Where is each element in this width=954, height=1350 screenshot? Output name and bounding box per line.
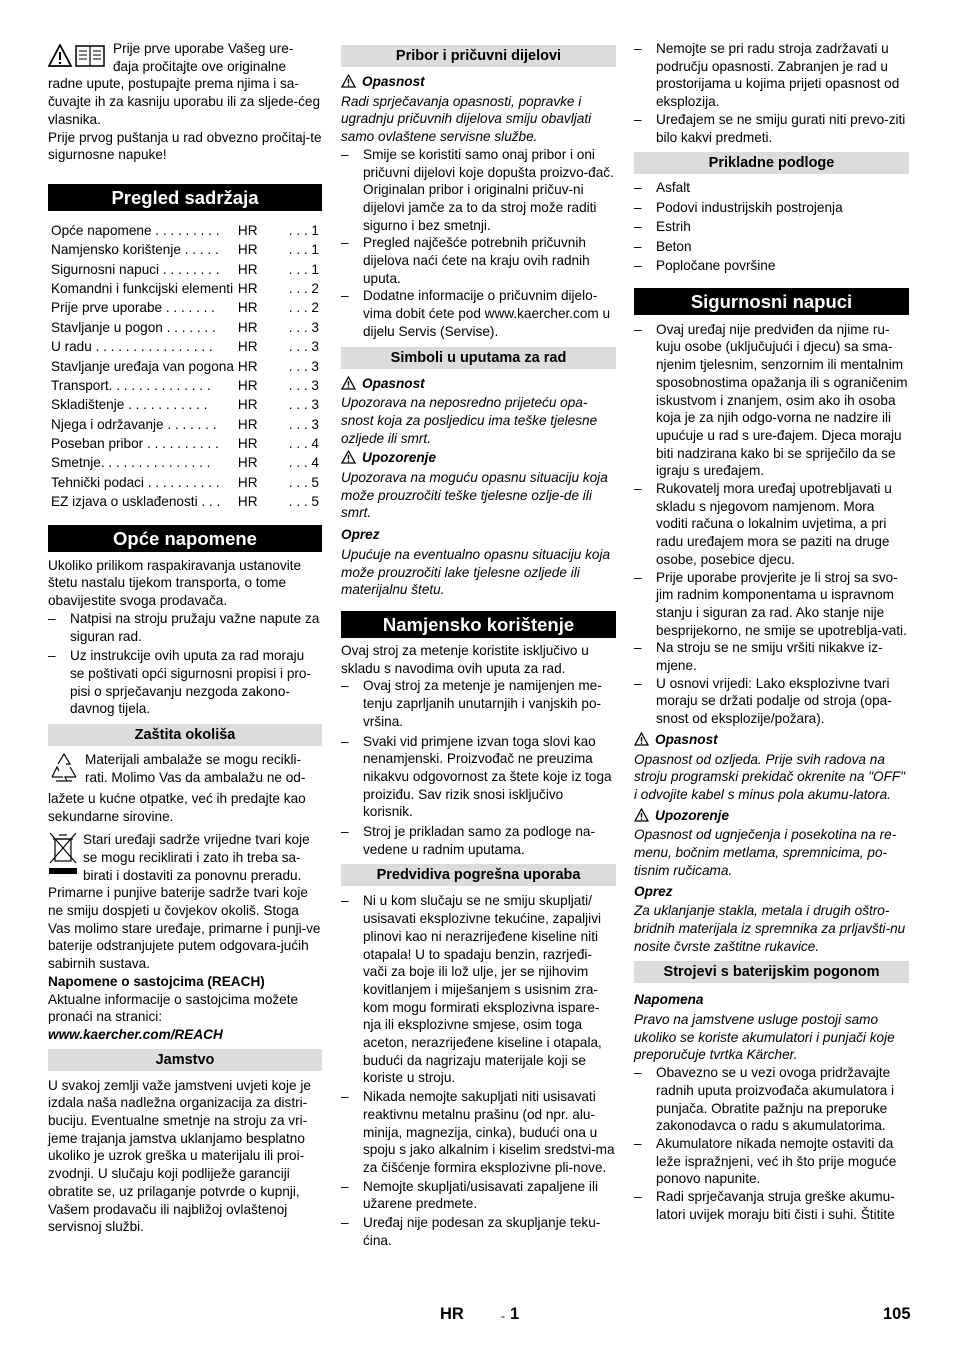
read-manual-icons bbox=[48, 44, 108, 73]
footer-section-number: 1 bbox=[510, 1305, 520, 1323]
column-3 bbox=[634, 40, 909, 1223]
recycle-block bbox=[48, 751, 322, 825]
battery-note-text: Pravo na jamstvene usluge postoji samo ukoliko se koriste akumulatori i punjači koje preporučuje tvrtka Kärcher. bbox=[634, 1012, 895, 1063]
safety-danger bbox=[634, 731, 909, 749]
toc-page: . . . 3 bbox=[288, 416, 319, 432]
symbols-warning bbox=[341, 449, 616, 467]
accessories-danger-text: Radi sprječavanja opasnosti, popravke i ugradnju pričuvnih dijelova smiju obavljati samo ovlaštene servisne službe. bbox=[341, 93, 592, 145]
toc-lang: HR bbox=[237, 261, 258, 277]
toc-row[interactable] bbox=[48, 221, 322, 240]
old-devices-line-3: birati i dostaviti za ponovnu preradu. bbox=[83, 867, 302, 883]
symbols-caution-text: Upućuje na eventualno opasnu situaciju koja može prouzročiti lake tjelesne ozljede ili materijalnu štetu. bbox=[341, 546, 611, 598]
toc-lang: HR bbox=[237, 319, 258, 335]
accessories-danger bbox=[341, 73, 616, 91]
list-item: – Nemojte se pri radu stroja zadržavati u području opasnosti. Zabranjen je rad u prostorijama u kojima prijeti opasnost od eksplozija. bbox=[634, 40, 909, 111]
intro-line-1: Prije prve uporabe Vašeg ure- bbox=[113, 41, 294, 56]
reach-paragraph: Aktualne informacije o sastojcima možete pronaći na stranici: bbox=[48, 991, 299, 1025]
symbols-heading: Simboli u uputama za rad bbox=[341, 347, 616, 369]
intro-rest: radne upute, postupajte prema njima i sa-čuvajte ih za kasniju uporabu ili za sljede-ćeg vlasnika. bbox=[48, 76, 321, 127]
toc-lang: HR bbox=[237, 300, 258, 316]
accessories-list bbox=[341, 146, 616, 341]
intro-p2: Prije prvog puštanja u rad obvezno pročitaj-te sigurnosne napuke! bbox=[48, 129, 322, 163]
list-item: – Beton bbox=[634, 237, 909, 257]
toc-page: . . . 3 bbox=[288, 339, 319, 355]
safety-warning bbox=[634, 807, 909, 825]
toc-label: Komandni i funkcijski elementi bbox=[51, 280, 234, 296]
list-item: – Estrih bbox=[634, 217, 909, 237]
toc-row[interactable] bbox=[48, 492, 322, 511]
toc-lang: HR bbox=[237, 339, 258, 355]
toc-row[interactable] bbox=[48, 473, 322, 492]
toc-label: Tehnički podaci . . . . . . . . . . bbox=[51, 474, 220, 490]
toc-page: . . . 5 bbox=[288, 494, 319, 510]
list-item: – Smije se koristiti samo onaj pribor i oni pričuvni dijelovi koje dopušta proizvo-đač. Originalan pribor i originalni pričuv-ni dijelovi jamče za to da stroj može raditi sigurno i bez smetnji. bbox=[341, 146, 616, 235]
toc-label: Stavljanje u pogon . . . . . . . bbox=[51, 319, 216, 335]
toc-label: Namjensko korištenje . . . . . bbox=[51, 242, 219, 258]
toc-label: Poseban pribor . . . . . . . . . . bbox=[51, 436, 219, 452]
footer-language: HR bbox=[440, 1305, 464, 1323]
battery-list bbox=[634, 1064, 909, 1223]
toc-row[interactable] bbox=[48, 434, 322, 453]
safety-list bbox=[634, 321, 909, 728]
list-item: – Podovi industrijskih postrojenja bbox=[634, 198, 909, 218]
toc-lang: HR bbox=[237, 455, 258, 471]
toc-label: Transport. . . . . . . . . . . . . . bbox=[51, 377, 211, 393]
toc-label: Prije prve uporabe . . . . . . . bbox=[51, 300, 215, 316]
warning-label: Upozorenje bbox=[655, 807, 730, 823]
danger-label: Opasnost bbox=[362, 74, 425, 89]
toc-row[interactable] bbox=[48, 376, 322, 395]
old-devices-line-2: se mogu reciklirati i zato ih treba sa- bbox=[83, 849, 301, 865]
toc-label: Sigurnosni napuci . . . . . . . . bbox=[51, 261, 220, 277]
old-devices-block bbox=[48, 831, 322, 973]
toc-label: EZ izjava o usklađenosti . . . bbox=[51, 494, 221, 510]
list-item: – Ni u kom slučaju se ne smiju skupljati/ usisavati eksplozivne tekućine, zapaljivi plinovi kao ni nerazrijeđene kiseline niti otapala! U to spadaju benzin, razrjeđi-vači za boje ili lož ulje, jer se njihovim kovitlanjem i miješanjem s usisnim zra-kom mogu formirati eksplozivna ispare-nja ili eksplozivne smjese, osim toga aceton, nerazrijeđene kiseline i otapala, budući da nagrizaju materijale koji se koriste u stroju. bbox=[341, 892, 616, 1087]
toc-page: . . . 2 bbox=[288, 300, 319, 316]
list-item: – U osnovi vrijedi: Lako eksplozivne tvari moraju se držati podalje od stroja (opa-snost od eksplozije/požara). bbox=[634, 675, 909, 728]
toc-lang: HR bbox=[237, 280, 258, 296]
battery-heading: Strojevi s baterijskim pogonom bbox=[634, 961, 909, 983]
intended-use-paragraph: Ovaj stroj za metenje koristite isključivo u skladu s navodima ovih uputa za rad. bbox=[341, 642, 589, 676]
danger-label: Opasnost bbox=[655, 731, 718, 747]
footer-separator: - bbox=[501, 1309, 505, 1323]
list-item: – Uz instrukcije ovih uputa za rad moraju se poštivati opći sigurnosni propisi i pro-pisi o sprječavanju nezgoda zakono-davnog tijela. bbox=[48, 647, 322, 718]
page-number: 105 bbox=[883, 1305, 911, 1323]
environment-heading: Zaštita okoliša bbox=[48, 724, 322, 746]
warning-triangle-icon bbox=[341, 376, 356, 390]
toc-row[interactable] bbox=[48, 318, 322, 337]
safety-danger-text: Opasnost od ozljeda. Prije svih radova na stroju programski prekidač okrenite na "OFF" i odvojite kabel s minus pola akumu-latora. bbox=[634, 751, 906, 802]
page-footer bbox=[0, 1306, 954, 1328]
intended-use-list bbox=[341, 677, 616, 858]
surfaces-list bbox=[634, 178, 909, 276]
toc-page: . . . 3 bbox=[288, 377, 319, 393]
list-item: – Asfalt bbox=[634, 178, 909, 198]
intended-use-heading: Namjensko korištenje bbox=[341, 611, 616, 638]
warning-label: Upozorenje bbox=[362, 450, 437, 466]
toc-lang: HR bbox=[237, 494, 258, 510]
recycle-icon bbox=[48, 751, 80, 790]
warning-triangle-icon bbox=[341, 450, 356, 464]
toc-row[interactable] bbox=[48, 298, 322, 317]
list-item: – Svaki vid primjene izvan toga slovi kao nenamjenski. Proizvođač ne preuzima nikakvu odgovornost za štete koje iz toga proiziđu. Sav rizik snosi isključivo korisnik. bbox=[341, 733, 616, 822]
warranty-heading: Jamstvo bbox=[48, 1049, 322, 1071]
toc-heading: Pregled sadržaja bbox=[48, 184, 322, 211]
list-item: – Popločane površine bbox=[634, 256, 909, 276]
toc-lang: HR bbox=[237, 397, 258, 413]
toc-lang: HR bbox=[237, 416, 258, 432]
misuse-heading: Predvidiva pogrešna uporaba bbox=[341, 864, 616, 886]
toc-page: . . . 3 bbox=[288, 319, 319, 335]
accessories-heading: Pribor i pričuvni dijelovi bbox=[341, 45, 616, 67]
surfaces-heading: Prikladne podloge bbox=[634, 152, 909, 174]
toc-row[interactable] bbox=[48, 395, 322, 414]
toc-page: . . . 1 bbox=[288, 261, 319, 277]
recycle-line-2: rati. Molimo Vas da ambalažu ne od- bbox=[85, 769, 306, 785]
list-item: – Ovaj uređaj nije predviđen da njime ru-kuju osobe (uključujući i djecu) sa sma-njenim tjelesnim, senzornim ili mentalnim sposobnostima opažanja ili s ograničenim iskustvom i znanjem, osim ako ih osoba koja je za njih odgo-vorna ne nadzire ili upućuje u rad s ure-đajem. Djeca moraju biti nadzirana kako bi se spriječilo da se igraju s uređajem. bbox=[634, 321, 909, 480]
toc-lang: HR bbox=[237, 436, 258, 452]
list-item: – Nikada nemojte sakupljati niti usisavati reaktivnu metalnu prašinu (od npr. alu-minija, magnezija, cinka), budući ona u spoju s jako alkalnim i kiselim sredstvi-ma za čišćenje formira eksplozivne pli-nove. bbox=[341, 1088, 616, 1177]
symbols-warning-text: Upozorava na moguću opasnu situaciju koja može prouzročiti teške tjelesne ozlje-de ili smrt. bbox=[341, 470, 608, 521]
toc-page: . . . 1 bbox=[288, 242, 319, 258]
toc-page: . . . 5 bbox=[288, 474, 319, 490]
crossed-bin-icon bbox=[48, 831, 78, 880]
symbols-danger-text: Upozorava na neposredno prijeteću opa-snost koja za posljedicu ima teške tjelesne ozljede ili smrt. bbox=[341, 395, 598, 446]
warning-triangle-icon bbox=[634, 732, 649, 746]
toc-row[interactable] bbox=[48, 415, 322, 434]
old-devices-rest: Primarne i punjive baterije sadrže tvari koje ne smiju dospjeti u čovjekov okoliš. Stoga Vas molimo stare uređaje, primarne i punji-ve baterije odstranjujete putem odgovara-jućih sabirnih sustava. bbox=[48, 885, 321, 972]
safety-caution-text: Za uklanjanje stakla, metala i drugih oštro-bridnih materijala iz spremnika za prljavšti-nu nosite čvrste zaštitne rukavice. bbox=[634, 903, 906, 954]
old-devices-line-1: Stari uređaji sadrže vrijedne tvari koje bbox=[83, 832, 310, 848]
symbols-caution: Oprez bbox=[341, 527, 380, 543]
toc-row[interactable] bbox=[48, 260, 322, 279]
warning-triangle-icon bbox=[634, 808, 649, 822]
list-item: – Dodatne informacije o pričuvnim dijelo-vima dobit ćete pod www.kaercher.com u dijelu Servis (Servise). bbox=[341, 287, 616, 340]
list-item: – Akumulatore nikada nemojte ostaviti da leže ispražnjeni, već ih što prije moguće ponovo napunite. bbox=[634, 1135, 909, 1188]
continued-list bbox=[634, 40, 909, 146]
reach-heading: Napomene o sastojcima (REACH) bbox=[48, 973, 265, 989]
recycle-rest: lažete u kućne otpatke, već ih predajte kao sekundarne sirovine. bbox=[48, 790, 306, 824]
toc-row[interactable] bbox=[48, 240, 322, 259]
toc-lang: HR bbox=[237, 377, 258, 393]
list-item: – Prije uporabe provjerite je li stroj sa svo-jim radnim komponentama u ispravnom stanju i siguran za rad. Ako stanje nije besprijekorno, ne smije se upotreblja-vati. bbox=[634, 569, 909, 640]
misuse-list bbox=[341, 892, 616, 1249]
column-2 bbox=[341, 40, 616, 1249]
toc-label: U radu . . . . . . . . . . . . . . . . bbox=[51, 339, 213, 355]
safety-caution: Oprez bbox=[634, 883, 673, 899]
toc-row[interactable] bbox=[48, 337, 322, 356]
intro-line-2: đaja pročitajte ove originalne bbox=[113, 58, 287, 74]
toc-label: Stavljanje uređaja van pogona bbox=[51, 358, 234, 374]
toc-label: Smetnje. . . . . . . . . . . . . . . bbox=[51, 455, 211, 471]
toc-page: . . . 4 bbox=[288, 436, 319, 452]
safety-warning-text: Opasnost od ugnječenja i posekotina na re-menu, bočnim metlama, spremnicima, po-tisnim ručicama. bbox=[634, 827, 897, 878]
toc-lang: HR bbox=[237, 222, 258, 238]
reach-link[interactable]: www.kaercher.com/REACH bbox=[48, 1026, 223, 1042]
list-item: – Radi sprječavanja struja greške akumu-latori uvijek moraju biti čisti i suhi. Štitite bbox=[634, 1188, 909, 1223]
list-item: – Rukovatelj mora uređaj upotrebljavati u skladu s njegovom namjenom. Mora voditi računa o lokalnim uvjetima, a pri radu uređajem mora se paziti na druge osobe, posebice djecu. bbox=[634, 480, 909, 569]
list-item: – Natpisi na stroju pružaju važne napute za siguran rad. bbox=[48, 610, 322, 645]
list-item: – Stroj je prikladan samo za podloge na-vedene u radnim uputama. bbox=[341, 823, 616, 858]
toc-label: Opće napomene . . . . . . . . . bbox=[51, 222, 220, 238]
list-item: – Obavezno se u vezi ovoga pridržavajte radnih uputa proizvođača akumulatora i punjača. Obratite pažnju na preporuke zakonodavca o radu s akumulatorima. bbox=[634, 1064, 909, 1135]
toc-lang: HR bbox=[237, 474, 258, 490]
list-item: – Ovaj stroj za metenje je namijenjen me-tenju zaprljanih unutarnjih i vanjskih po-vršina. bbox=[341, 677, 616, 730]
toc-row[interactable] bbox=[48, 279, 322, 298]
warranty-paragraph: U svakoj zemlji važe jamstveni uvjeti koje je izdala naša nadležna organizacija za distri-buciju. Eventualne smetnje na stroju za vri-jeme trajanja jamstva uklanjamo besplatno ukoliko je uzrok greška u materijalu ili proi-zvodnji. U slučaju koji podliježe garanciji obratite se, uz prilaganje potvrde o kupnji, Vašem prodavaču ili najbližoj ovlaštenoj servisnoj službi. bbox=[48, 1077, 311, 1235]
toc-page: . . . 3 bbox=[288, 397, 319, 413]
toc-row[interactable] bbox=[48, 357, 322, 376]
safety-heading: Sigurnosni napuci bbox=[634, 288, 909, 315]
toc-lang: HR bbox=[237, 358, 258, 374]
general-heading: Opće napomene bbox=[48, 525, 322, 552]
warning-book-icon bbox=[48, 44, 108, 68]
toc-row[interactable] bbox=[48, 454, 322, 473]
intro bbox=[48, 40, 322, 164]
toc-lang: HR bbox=[237, 242, 258, 258]
toc-label: Njega i održavanje . . . . . . . bbox=[51, 416, 217, 432]
toc-table bbox=[48, 221, 322, 512]
list-item: – Uređaj nije podesan za skupljanje teku-ćina. bbox=[341, 1214, 616, 1249]
list-item: – Uređajem se ne smiju gurati niti prevo-ziti bilo kakvi predmeti. bbox=[634, 111, 909, 146]
toc-page: . . . 1 bbox=[288, 222, 319, 238]
toc-page: . . . 2 bbox=[288, 280, 319, 296]
symbols-danger bbox=[341, 375, 616, 393]
recycle-line-1: Materijali ambalaže se mogu recikli- bbox=[85, 752, 302, 768]
list-item: – Na stroju se ne smiju vršiti nikakve iz-mjene. bbox=[634, 639, 909, 674]
general-paragraph: Ukoliko prilikom raspakiravanja ustanovite štetu nastalu tijekom transporta, o tome obavijestite svoga prodavača. bbox=[48, 557, 302, 609]
list-item: – Pregled najčešće potrebnih pričuvnih dijelova naći ćete na kraju ovih radnih uputa. bbox=[341, 234, 616, 287]
warning-triangle-icon bbox=[341, 74, 356, 88]
battery-note: Napomena bbox=[634, 992, 704, 1008]
toc-page: . . . 4 bbox=[288, 455, 319, 471]
general-list bbox=[48, 610, 322, 718]
toc-page: . . . 3 bbox=[288, 358, 319, 374]
toc-label: Skladištenje . . . . . . . . . . . bbox=[51, 397, 208, 413]
column-1 bbox=[48, 40, 322, 1236]
danger-label: Opasnost bbox=[362, 375, 425, 391]
list-item: – Nemojte skupljati/usisavati zapaljene ili užarene predmete. bbox=[341, 1178, 616, 1213]
